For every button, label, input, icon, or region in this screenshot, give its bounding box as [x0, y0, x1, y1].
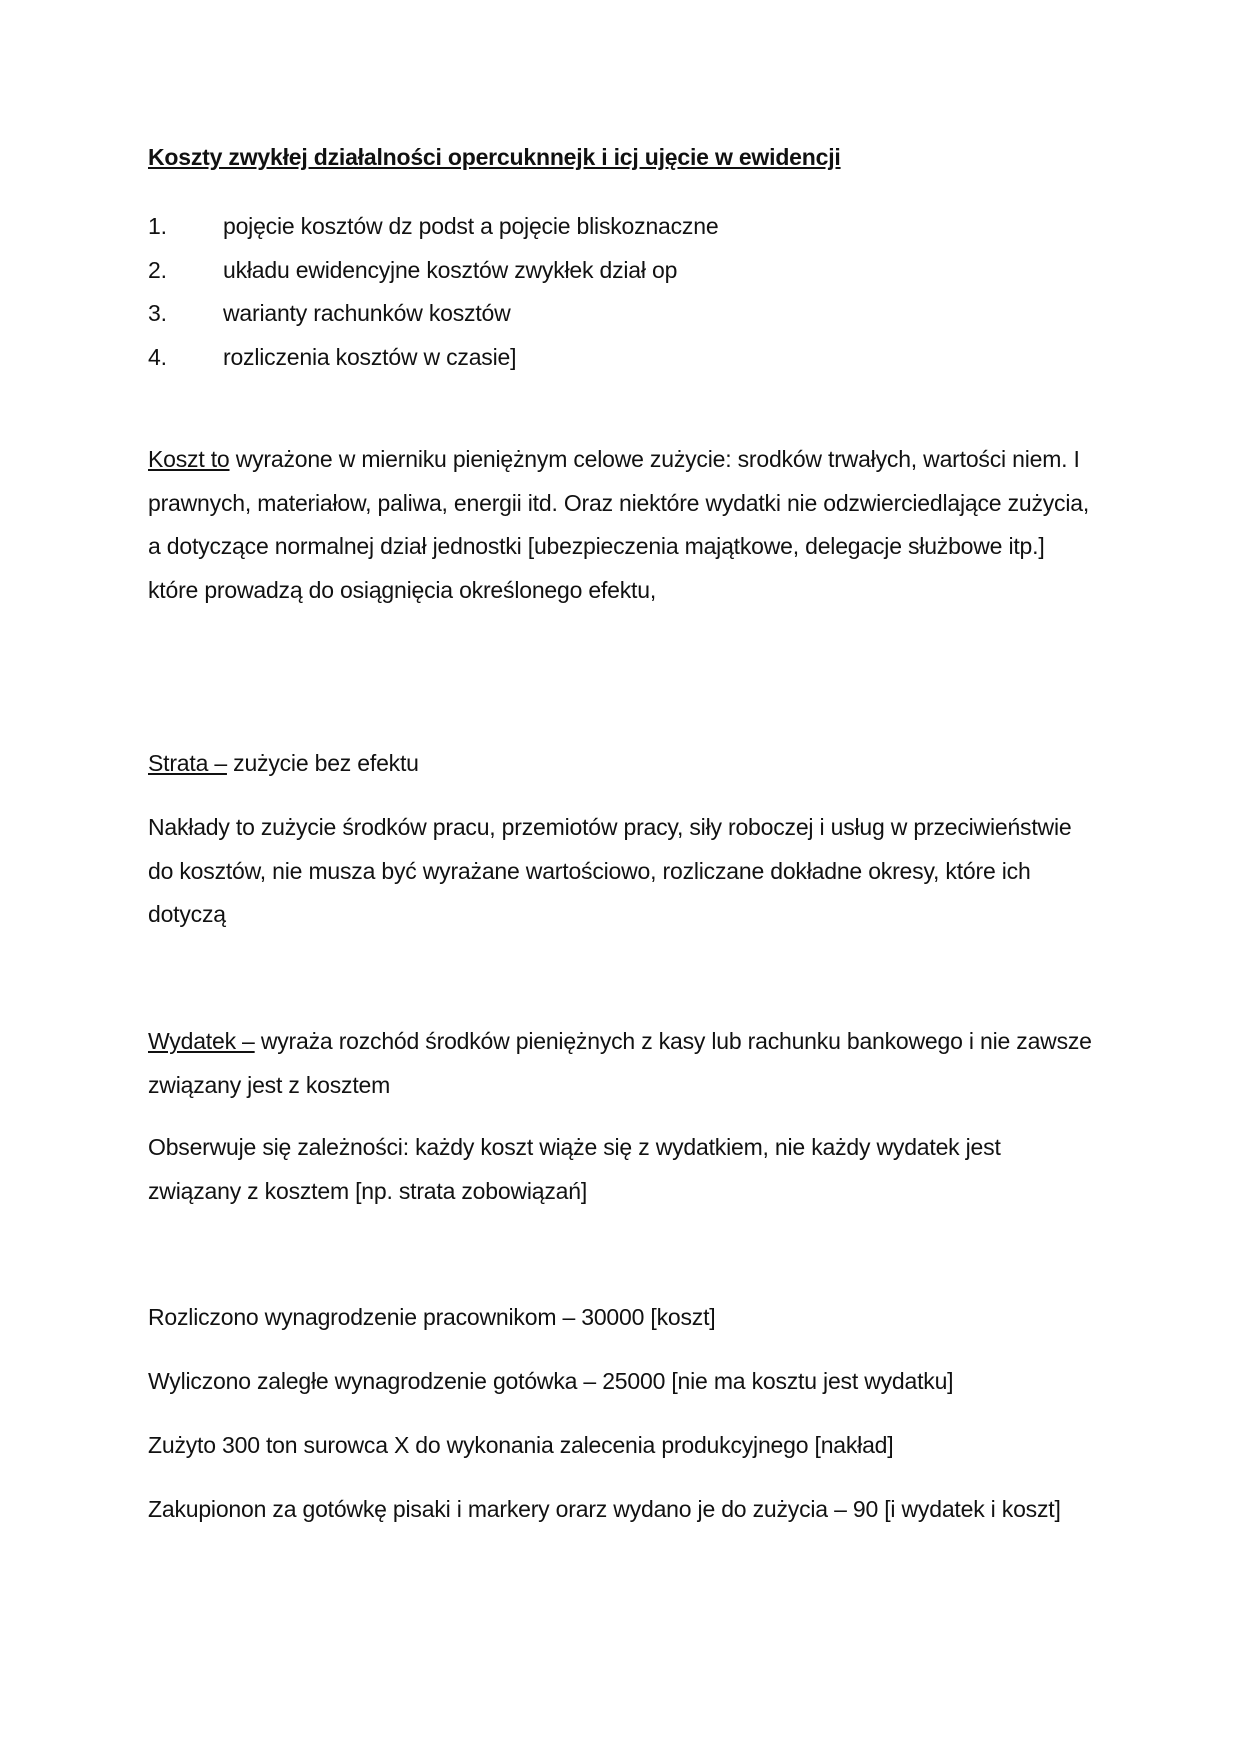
koszt-term: Koszt to [148, 446, 230, 472]
strata-term: Strata – [148, 750, 227, 776]
list-text: pojęcie kosztów dz podst a pojęcie bliskoznaczne [223, 213, 719, 239]
example-4: Zakupionon za gotówkę pisaki i markery orarz wydano je do zużycia – 90 [i wydatek i koszt] [148, 1496, 1061, 1522]
document-title: Koszty zwykłej działalności opercuknnejk i icj ujęcie w ewidencji [148, 144, 841, 170]
example-3: Zużyto 300 ton surowca X do wykonania zalecenia produkcyjnego [nakład] [148, 1432, 894, 1458]
list-number: 4. [148, 343, 167, 370]
list-text: warianty rachunków kosztów [223, 300, 511, 326]
topic-list [148, 205, 718, 379]
list-text: rozliczenia kosztów w czasie] [223, 343, 517, 370]
list-item [148, 292, 718, 336]
list-number: 2. [148, 256, 167, 283]
strata-definition [148, 742, 1098, 786]
strata-text: zużycie bez efektu [226, 750, 419, 776]
example-2: Wyliczono zaległe wynagrodzenie gotówka – 25000 [nie ma kosztu jest wydatku] [148, 1368, 954, 1394]
list-item [148, 336, 718, 380]
koszt-definition [148, 438, 1098, 612]
koszt-text: wyrażone w mierniku pieniężnym celowe zużycie: srodków trwałych, wartości niem. I prawnych, materiałow, paliwa, energii itd. Oraz niektóre wydatki nie odzwierciedlające zużycia, a dotyczące normalnej dział jednostki [ubezpieczenia majątkowe, delegacje służbowe itp.] które prowadzą do osiągnięcia określonego efektu, [148, 446, 1090, 603]
list-number: 1. [148, 213, 167, 239]
list-text: układu ewidencyjne kosztów zwykłek dział op [223, 256, 678, 283]
wydatek-term: Wydatek – [148, 1028, 255, 1054]
naklady-definition: Nakłady to zużycie środków pracu, przemiotów pracy, siły roboczej i usług w przeciwieństwie do kosztów, nie musza być wyrażane wartościowo, rozliczane dokładne okresy, które ich dotyczą [148, 814, 1072, 927]
example-1: Rozliczono wynagrodzenie pracownikom – 30000 [koszt] [148, 1304, 716, 1330]
list-number: 3. [148, 300, 167, 326]
wydatek-text: wyraża rozchód środków pieniężnych z kasy lub rachunku bankowego i nie zawsze związany jest z kosztem [148, 1028, 1092, 1098]
obserwuje-paragraph: Obserwuje się zależności: każdy koszt wiąże się z wydatkiem, nie każdy wydatek jest związany z kosztem [np. strata zobowiązań] [148, 1134, 1001, 1204]
wydatek-definition [148, 1020, 1098, 1107]
list-item [148, 249, 718, 293]
list-item [148, 205, 718, 249]
